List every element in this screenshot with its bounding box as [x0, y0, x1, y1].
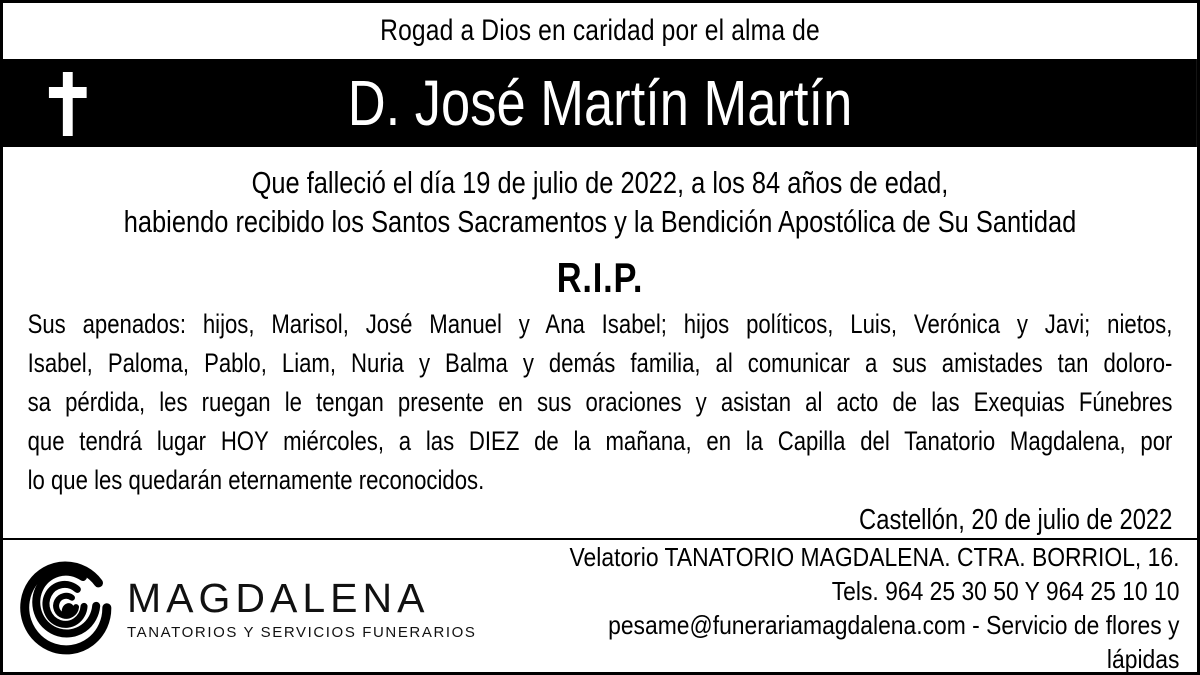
paragraph-line: que tendrá lugar HOY miércoles, a las DIEZ de la mañana, en la Capilla del Tanatorio Magdalena, por	[27, 426, 1173, 456]
death-line-1: Que falleció el día 19 de julio de 2022, a los 84 años de edad,	[251, 165, 949, 200]
paragraph-line: sa pérdida, les ruegan le tengan presente en sus oraciones y asistan al acto de las Exequias Fúnebres	[27, 387, 1173, 417]
rip-text: R.I.P.	[556, 254, 644, 301]
deceased-name: D. José Martín Martín	[347, 67, 853, 139]
brand-tagline: TANATORIOS Y SERVICIOS FUNERARIOS	[127, 623, 477, 641]
death-line-2: habiendo recibido los Santos Sacramentos y la Bendición Apostólica de Su Santidad	[123, 204, 1077, 239]
rose-spiral-icon	[17, 558, 117, 658]
brand-text	[127, 576, 477, 641]
family-paragraph	[3, 305, 1197, 500]
contact-info	[477, 540, 1179, 675]
death-notice	[3, 163, 1197, 241]
contact-email-services: pesame@funerariamagdalena.com - Servicio de flores y lápidas	[607, 610, 1179, 674]
main-content	[3, 3, 1197, 538]
contact-address: Velatorio TANATORIO MAGDALENA. CTRA. BORRIOL, 16.	[569, 542, 1179, 572]
contact-phones: Tels. 964 25 30 50 Y 964 25 10 10	[831, 576, 1179, 606]
name-banner	[3, 59, 1197, 147]
funeral-home-footer	[3, 538, 1197, 675]
place-date-line: Castellón, 20 de julio de 2022	[859, 504, 1173, 536]
paragraph-line: Sus apenados: hijos, Marisol, José Manuel y Ana Isabel; hijos políticos, Luis, Verónica y Javi; nietos,	[27, 309, 1173, 339]
brand-name: MAGDALENA	[127, 574, 430, 621]
invocation-line: Rogad a Dios en caridad por el alma de	[380, 14, 820, 47]
cross-icon	[49, 72, 87, 136]
paragraph-line: lo que les quedarán eternamente reconocidos.	[27, 465, 485, 495]
funeral-home-brand	[17, 558, 477, 658]
paragraph-line: Isabel, Paloma, Pablo, Liam, Nuria y Balma y demás familia, al comunicar a sus amistades tan doloro-	[27, 348, 1173, 378]
